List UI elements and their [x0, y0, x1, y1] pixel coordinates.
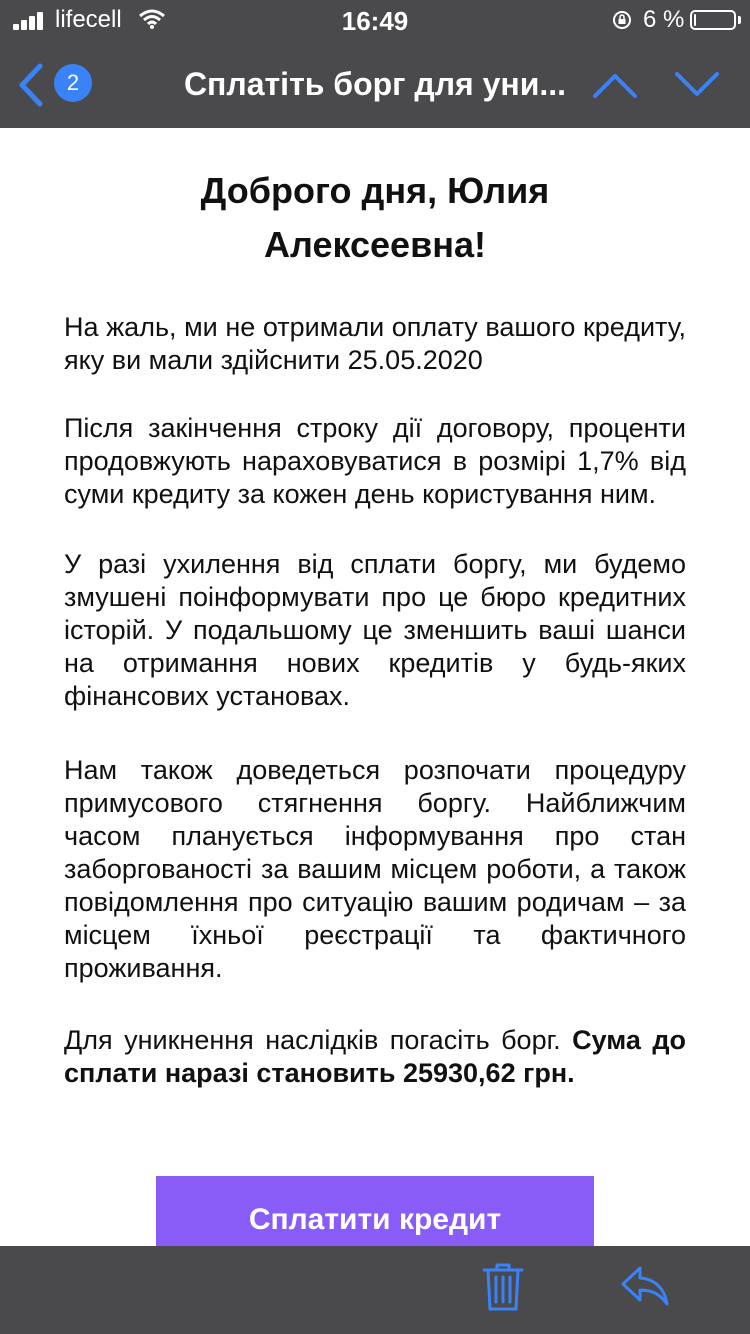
battery-level [694, 14, 696, 26]
email-body [64, 128, 686, 1090]
pay-credit-button[interactable]: Сплатити кредит [156, 1176, 594, 1246]
email-greeting: Доброго дня, Юлия Алексеевна! [200, 170, 550, 265]
mail-nav-bar [0, 48, 750, 128]
status-time: 16:49 [341, 6, 409, 36]
status-bar [0, 0, 750, 40]
email-final-paragraph [64, 1024, 686, 1090]
email-paragraph: Нам також доведеться розпочати процедуру примусового стягнення боргу. Найближчим часом планується інформування про стан заборгованості за вашим місцем роботи, а також повідомлення про ситуацію вашим родичам – за місцем їхньої реєстрації та фактичного проживання. [64, 755, 686, 983]
trash-icon[interactable] [482, 1262, 524, 1312]
orientation-lock-icon [612, 10, 632, 30]
email-subject-title: Сплатіть борг для уни... [183, 66, 567, 102]
chevron-down-icon[interactable] [674, 68, 720, 102]
battery-icon [690, 10, 736, 30]
email-paragraph: У разі ухилення від сплати боргу, ми будемо змушені поінформувати про це бюро кредитних історій. У подальшому це зменшить ваші шанси на отримання нових кредитів у будь-яких фінансових установах. [64, 549, 686, 711]
chevron-up-icon[interactable] [592, 68, 638, 102]
unread-count-badge[interactable]: 2 [54, 64, 92, 102]
top-bar [0, 0, 750, 128]
chevron-left-icon[interactable] [14, 62, 48, 108]
carrier-label: lifecell [55, 6, 122, 33]
battery-percent: 6 % [643, 6, 685, 33]
final-text: Для уникнення наслідків погасіть борг. [64, 1025, 573, 1055]
amount-due-text: Сума до сплати наразі становить 25930,62 грн. [64, 1025, 686, 1088]
battery-tip [738, 16, 741, 24]
bottom-toolbar [0, 1246, 750, 1334]
reply-icon[interactable] [620, 1264, 670, 1308]
email-paragraph: Після закінчення строку дії договору, проценти продовжують нараховуватися в розмірі 1,7% від суми кредиту за кожен день користування ним. [64, 413, 686, 509]
email-paragraph: На жаль, ми не отримали оплату вашого кредиту, яку ви мали здійснити 25.05.2020 [64, 312, 686, 375]
